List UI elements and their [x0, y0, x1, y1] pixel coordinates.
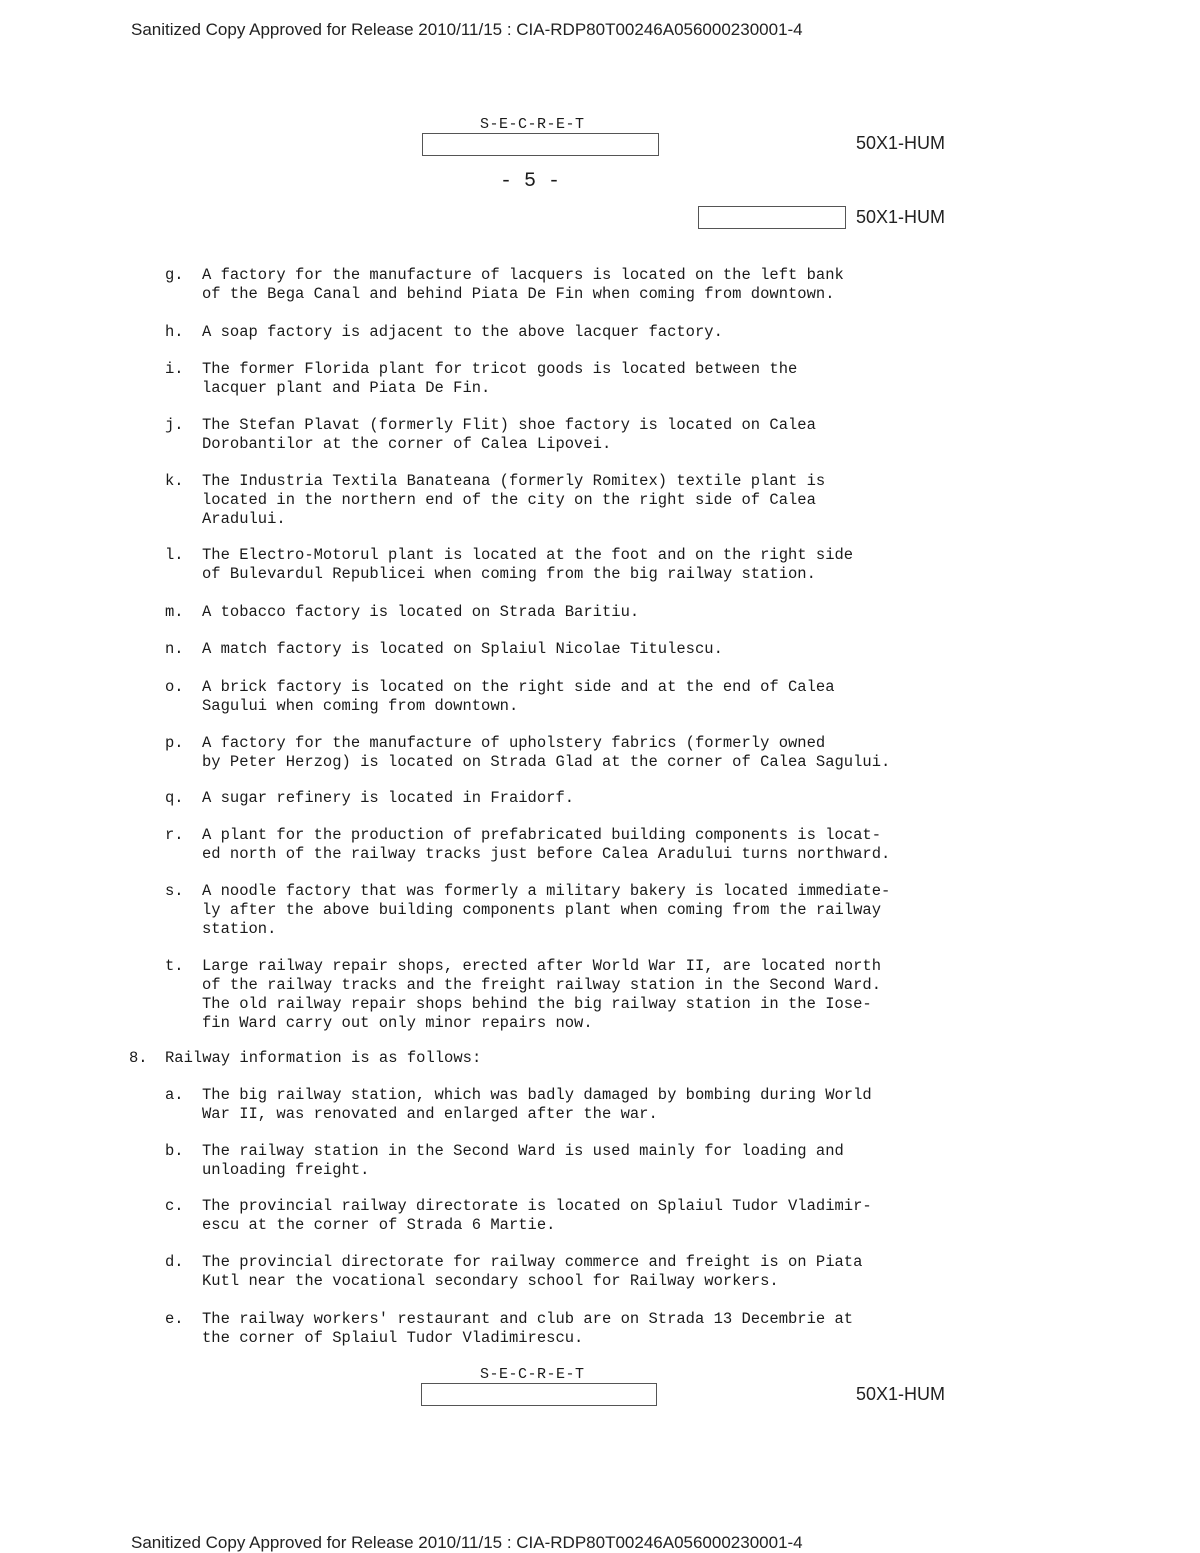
item-letter: n. — [165, 640, 184, 658]
item-letter: k. — [165, 472, 184, 490]
release-header: Sanitized Copy Approved for Release 2010/11/15 : CIA-RDP80T00246A056000230001-4 — [131, 20, 803, 39]
item-letter: o. — [165, 678, 184, 696]
item-line: Large railway repair shops, erected after World War II, are located north — [202, 957, 882, 975]
item-line: station. — [202, 920, 277, 938]
item-line: Dorobantilor at the corner of Calea Lipovei. — [202, 435, 612, 453]
item-line: The railway workers' restaurant and club are on Strada 13 Decembrie at — [202, 1310, 854, 1328]
item-line: Sagului when coming from downtown. — [202, 697, 519, 715]
item-line: A brick factory is located on the right side and at the end of Calea — [202, 678, 835, 696]
item-line: A plant for the production of prefabricated building components is locat- — [202, 826, 882, 844]
exemption-code-bottom: 50X1-HUM — [856, 1384, 946, 1404]
release-footer: Sanitized Copy Approved for Release 2010/11/15 : CIA-RDP80T00246A056000230001-4 — [131, 1533, 803, 1552]
item-line: A factory for the manufacture of lacquers is located on the left bank — [202, 266, 844, 284]
item-letter: q. — [165, 789, 184, 807]
item-line: War II, was renovated and enlarged after the war. — [202, 1105, 658, 1123]
item-letter: m. — [165, 603, 184, 621]
item-line: The Electro-Motorul plant is located at the foot and on the right side — [202, 546, 854, 564]
item-line: The provincial directorate for railway commerce and freight is on Piata — [202, 1253, 863, 1271]
exemption-code-middle: 50X1-HUM — [856, 207, 946, 227]
item-line: ed north of the railway tracks just before Calea Aradului turns northward. — [202, 845, 891, 863]
item-line: Kutl near the vocational secondary school for Railway workers. — [202, 1272, 779, 1290]
item-letter: e. — [165, 1310, 184, 1328]
item-letter: p. — [165, 734, 184, 752]
section-number: 8. — [129, 1049, 148, 1067]
classification-bottom: S-E-C-R-E-T — [480, 1366, 585, 1383]
item-line: the corner of Splaiul Tudor Vladimirescu. — [202, 1329, 584, 1347]
item-line: The big railway station, which was badly damaged by bombing during World — [202, 1086, 872, 1104]
item-letter: c. — [165, 1197, 184, 1215]
item-line: of Bulevardul Republicei when coming from the big railway station. — [202, 565, 816, 583]
item-line: Aradului. — [202, 510, 286, 528]
item-letter: g. — [165, 266, 184, 284]
item-letter: j. — [165, 416, 184, 434]
item-line: The old railway repair shops behind the big railway station in the Iose- — [202, 995, 872, 1013]
item-line: The provincial railway directorate is located on Splaiul Tudor Vladimir- — [202, 1197, 872, 1215]
exemption-code-top: 50X1-HUM — [856, 133, 946, 153]
item-line: escu at the corner of Strada 6 Martie. — [202, 1216, 556, 1234]
item-line: The railway station in the Second Ward is used mainly for loading and — [202, 1142, 844, 1160]
item-line: The Stefan Plavat (formerly Flit) shoe factory is located on Calea — [202, 416, 816, 434]
item-line: The Industria Textila Banateana (formerly Romitex) textile plant is — [202, 472, 826, 490]
item-letter: d. — [165, 1253, 184, 1271]
item-letter: r. — [165, 826, 184, 844]
item-letter: l. — [165, 546, 184, 564]
item-line: of the Bega Canal and behind Piata De Fin when coming from downtown. — [202, 285, 835, 303]
item-letter: b. — [165, 1142, 184, 1160]
section-title: Railway information is as follows: — [165, 1049, 482, 1067]
item-line: located in the northern end of the city on the right side of Calea — [202, 491, 816, 509]
item-letter: a. — [165, 1086, 184, 1104]
item-line: fin Ward carry out only minor repairs now. — [202, 1014, 593, 1032]
item-letter: i. — [165, 360, 184, 378]
redaction-box-bottom — [421, 1383, 657, 1406]
item-line: A match factory is located on Splaiul Nicolae Titulescu. — [202, 640, 723, 658]
page-number: - 5 - — [500, 170, 561, 193]
item-line: A factory for the manufacture of upholstery fabrics (formerly owned — [202, 734, 826, 752]
item-line: A soap factory is adjacent to the above lacquer factory. — [202, 323, 723, 341]
item-letter: t. — [165, 957, 184, 975]
item-line: by Peter Herzog) is located on Strada Glad at the corner of Calea Sagului. — [202, 753, 891, 771]
item-line: The former Florida plant for tricot goods is located between the — [202, 360, 798, 378]
item-line: unloading freight. — [202, 1161, 370, 1179]
classification-top: S-E-C-R-E-T — [480, 116, 585, 133]
item-line: A tobacco factory is located on Strada Baritiu. — [202, 603, 640, 621]
item-line: A noodle factory that was formerly a military bakery is located immediate- — [202, 882, 891, 900]
redaction-box-top — [422, 133, 659, 156]
item-letter: s. — [165, 882, 184, 900]
item-line: A sugar refinery is located in Fraidorf. — [202, 789, 575, 807]
redaction-box-middle — [698, 206, 846, 229]
item-line: lacquer plant and Piata De Fin. — [202, 379, 491, 397]
item-line: ly after the above building components plant when coming from the railway — [202, 901, 882, 919]
item-letter: h. — [165, 323, 184, 341]
item-line: of the railway tracks and the freight railway station in the Second Ward. — [202, 976, 882, 994]
